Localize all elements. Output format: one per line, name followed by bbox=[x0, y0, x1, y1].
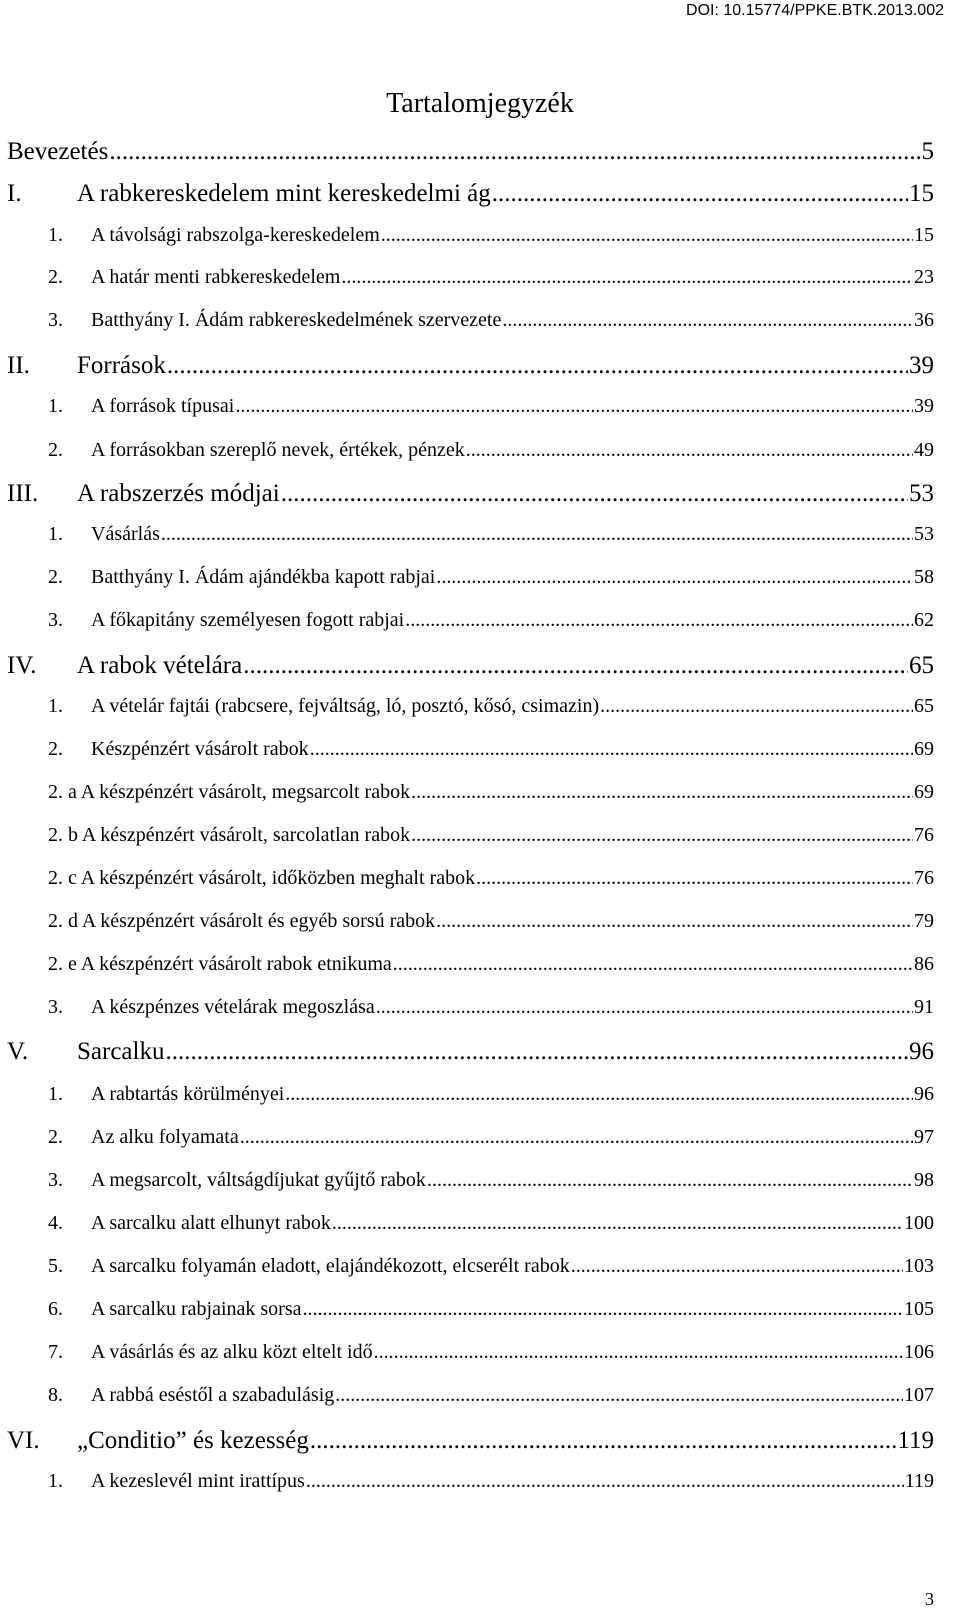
toc-entry[interactable] bbox=[0, 309, 960, 332]
toc-entry-number: 5. bbox=[48, 1255, 63, 1277]
toc-entry-page: 69 bbox=[914, 738, 934, 760]
toc-entry-label: „Conditio” és kezesség bbox=[77, 1427, 309, 1454]
toc-entry-number: 2. bbox=[48, 1126, 63, 1148]
toc-entry[interactable] bbox=[0, 781, 960, 804]
toc-leader-dots bbox=[281, 480, 908, 508]
toc-entry-page: 39 bbox=[909, 352, 934, 379]
toc-entry-page: 100 bbox=[904, 1212, 934, 1234]
toc-leader-dots bbox=[600, 695, 913, 718]
toc-entry-page: 76 bbox=[914, 867, 934, 889]
toc-leader-dots bbox=[332, 1212, 903, 1235]
toc-entry[interactable] bbox=[0, 738, 960, 761]
toc-entry-page: 15 bbox=[914, 224, 934, 246]
toc-entry-page: 23 bbox=[914, 266, 934, 288]
toc-leader-dots bbox=[405, 609, 913, 632]
toc-entry-label: Batthyány I. Ádám rabkereskedelmének szervezete bbox=[91, 309, 502, 331]
toc-entry-number: 3. bbox=[48, 609, 63, 631]
toc-entry-page: 105 bbox=[904, 1298, 934, 1320]
toc-entry-page: 119 bbox=[904, 1470, 934, 1492]
toc-entry-label: A kezeslevél mint irattípus bbox=[91, 1470, 305, 1492]
toc-leader-dots bbox=[335, 1384, 903, 1407]
toc-entry[interactable] bbox=[0, 1083, 960, 1106]
toc-entry[interactable] bbox=[0, 352, 960, 380]
toc-entry-page: 39 bbox=[914, 395, 934, 417]
toc-entry-label: A forrásokban szereplő nevek, értékek, pénzek bbox=[91, 439, 465, 461]
toc-leader-dots bbox=[161, 523, 913, 546]
toc-entry-number: 1. bbox=[48, 1470, 63, 1492]
toc-entry-label: A sarcalku folyamán eladott, elajándékozott, elcserélt rabok bbox=[91, 1255, 570, 1277]
toc-entry-label: 2. b A készpénzért vásárolt, sarcolatlan rabok bbox=[48, 824, 411, 846]
toc-entry[interactable] bbox=[0, 439, 960, 462]
toc-entry-label: 2. c A készpénzért vásárolt, időközben meghalt rabok bbox=[48, 867, 476, 889]
toc-entry-label: A határ menti rabkereskedelem bbox=[91, 266, 341, 288]
toc-entry-label: Sarcalku bbox=[77, 1038, 165, 1065]
toc-entry-page: 103 bbox=[904, 1255, 934, 1277]
toc-entry-page: 96 bbox=[914, 1083, 934, 1105]
page-number: 3 bbox=[925, 1589, 934, 1609]
toc-entry[interactable] bbox=[0, 652, 960, 680]
toc-entry-label: A rabszerzés módjai bbox=[77, 480, 280, 507]
toc-entry[interactable] bbox=[0, 1427, 960, 1455]
toc-entry-label: A sarcalku alatt elhunyt rabok bbox=[91, 1212, 331, 1234]
toc-entry-number: 1. bbox=[48, 695, 63, 717]
toc-entry-label: Készpénzért vásárolt rabok bbox=[91, 738, 309, 760]
toc-entry[interactable] bbox=[0, 910, 960, 933]
toc-leader-dots bbox=[411, 781, 913, 804]
toc-leader-dots bbox=[243, 652, 908, 680]
toc-entry-number: VI. bbox=[7, 1427, 40, 1454]
toc-leader-dots bbox=[381, 224, 913, 247]
toc-leader-dots bbox=[492, 180, 908, 208]
toc-leader-dots bbox=[436, 566, 913, 589]
toc-entry-label: Az alku folyamata bbox=[91, 1126, 239, 1148]
toc-leader-dots bbox=[341, 266, 913, 289]
toc-entry[interactable] bbox=[0, 609, 960, 632]
toc-entry-number: 3. bbox=[48, 996, 63, 1018]
toc-entry[interactable] bbox=[0, 1038, 960, 1066]
toc-leader-dots bbox=[502, 309, 913, 332]
toc-entry-label: Bevezetés bbox=[7, 138, 109, 165]
toc-entry[interactable] bbox=[0, 1212, 960, 1235]
toc-entry[interactable] bbox=[0, 480, 960, 508]
toc-entry[interactable] bbox=[0, 953, 960, 976]
page-title: Tartalomjegyzék bbox=[386, 88, 574, 119]
toc-entry[interactable] bbox=[0, 1384, 960, 1407]
toc-entry[interactable] bbox=[0, 1298, 960, 1321]
toc-entry-label: A távolsági rabszolga-kereskedelem bbox=[91, 224, 380, 246]
toc-entry-number: 4. bbox=[48, 1212, 63, 1234]
toc-leader-dots bbox=[411, 824, 913, 847]
toc-entry[interactable] bbox=[0, 1169, 960, 1192]
toc-entry-page: 58 bbox=[914, 566, 934, 588]
toc-entry-number: 2. bbox=[48, 439, 63, 461]
toc-entry[interactable] bbox=[0, 1126, 960, 1149]
toc-entry-number: 1. bbox=[48, 1083, 63, 1105]
doi-header: DOI: 10.15774/PPKE.BTK.2013.002 bbox=[686, 2, 944, 19]
toc-leader-dots bbox=[285, 1083, 913, 1106]
toc-entry[interactable] bbox=[0, 224, 960, 247]
toc-entry-label: A vételár fajtái (rabcsere, fejváltság, ló, posztó, kősó, csimazin) bbox=[91, 695, 600, 717]
toc-entry-page: 36 bbox=[914, 309, 934, 331]
toc-entry-label: A megsarcolt, váltságdíjukat gyűjtő rabok bbox=[91, 1169, 426, 1191]
toc-entry[interactable] bbox=[0, 566, 960, 589]
toc-entry[interactable] bbox=[0, 824, 960, 847]
toc-entry[interactable] bbox=[0, 523, 960, 546]
toc-entry-number: 1. bbox=[48, 224, 63, 246]
toc-leader-dots bbox=[306, 1470, 904, 1493]
toc-entry-page: 49 bbox=[914, 439, 934, 461]
toc-entry-number: 6. bbox=[48, 1298, 63, 1320]
toc-entry-page: 5 bbox=[921, 138, 934, 165]
toc-leader-dots bbox=[427, 1169, 913, 1192]
toc-entry-label: A készpénzes vételárak megoszlása bbox=[91, 996, 375, 1018]
toc-leader-dots bbox=[374, 1341, 903, 1364]
toc-entry-page: 86 bbox=[914, 953, 934, 975]
toc-entry-page: 119 bbox=[897, 1427, 934, 1454]
toc-entry[interactable] bbox=[0, 867, 960, 890]
toc-entry-number: 2. bbox=[48, 566, 63, 588]
toc-entry-number: I. bbox=[7, 180, 22, 207]
toc-leader-dots bbox=[165, 1038, 908, 1066]
toc-leader-dots bbox=[235, 395, 913, 418]
toc-leader-dots bbox=[302, 1298, 903, 1321]
toc-entry-label: A vásárlás és az alku közt eltelt idő bbox=[91, 1341, 373, 1363]
toc-entry-page: 97 bbox=[914, 1126, 934, 1148]
toc-entry-label: A főkapitány személyesen fogott rabjai bbox=[91, 609, 405, 631]
toc-leader-dots bbox=[466, 439, 913, 462]
toc-leader-dots bbox=[376, 996, 913, 1019]
toc-entry-number: 1. bbox=[48, 395, 63, 417]
toc-entry-page: 65 bbox=[909, 652, 934, 679]
toc-entry-page: 91 bbox=[914, 996, 934, 1018]
toc-entry-number: 3. bbox=[48, 1169, 63, 1191]
toc-entry-page: 15 bbox=[909, 180, 934, 207]
toc-entry[interactable] bbox=[0, 266, 960, 289]
toc-entry[interactable] bbox=[0, 1341, 960, 1364]
toc-entry-page: 96 bbox=[909, 1038, 934, 1065]
toc-leader-dots bbox=[310, 738, 913, 761]
toc-entry-page: 106 bbox=[904, 1341, 934, 1363]
toc-leader-dots bbox=[167, 352, 908, 380]
toc-entry-label: Vásárlás bbox=[91, 523, 160, 545]
toc-entry-page: 79 bbox=[914, 910, 934, 932]
toc-leader-dots bbox=[240, 1126, 913, 1149]
toc-leader-dots bbox=[109, 138, 920, 166]
toc-leader-dots bbox=[476, 867, 913, 890]
toc-entry-label: A rabkereskedelem mint kereskedelmi ág bbox=[77, 180, 491, 207]
toc-entry-number: 7. bbox=[48, 1341, 63, 1363]
toc-leader-dots bbox=[436, 910, 913, 933]
toc-entry[interactable] bbox=[0, 180, 960, 208]
toc-entry-label: A sarcalku rabjainak sorsa bbox=[91, 1298, 302, 1320]
toc-entry-number: IV. bbox=[7, 652, 37, 679]
toc-entry-number: 1. bbox=[48, 523, 63, 545]
toc-leader-dots bbox=[310, 1427, 897, 1455]
toc-entry-label: A rabok vételára bbox=[77, 652, 243, 679]
toc-entry-number: 2. bbox=[48, 266, 63, 288]
toc-entry[interactable] bbox=[0, 996, 960, 1019]
toc-entry-page: 98 bbox=[914, 1169, 934, 1191]
toc-entry-number: 2. bbox=[48, 738, 63, 760]
toc-leader-dots bbox=[571, 1255, 903, 1278]
toc-entry[interactable] bbox=[0, 695, 960, 718]
toc-entry[interactable] bbox=[0, 395, 960, 418]
toc-entry-number: III. bbox=[7, 480, 39, 507]
toc-entry-label: 2. e A készpénzért vásárolt rabok etnikuma bbox=[48, 953, 392, 975]
toc-entry-page: 107 bbox=[904, 1384, 934, 1406]
toc-entry-label: 2. d A készpénzért vásárolt és egyéb sorsú rabok bbox=[48, 910, 436, 932]
toc-entry[interactable] bbox=[0, 1470, 960, 1493]
toc-entry-label: 2. a A készpénzért vásárolt, megsarcolt rabok bbox=[48, 781, 411, 803]
toc-entry[interactable] bbox=[0, 138, 960, 166]
toc-leader-dots bbox=[393, 953, 913, 976]
toc-entry-page: 53 bbox=[909, 480, 934, 507]
toc-entry-label: A rabbá eséstől a szabadulásig bbox=[91, 1384, 335, 1406]
toc-entry-page: 53 bbox=[914, 523, 934, 545]
toc-entry-label: Batthyány I. Ádám ajándékba kapott rabjai bbox=[91, 566, 436, 588]
toc-entry-page: 65 bbox=[914, 695, 934, 717]
toc-entry-number: II. bbox=[7, 352, 30, 379]
toc-entry-page: 76 bbox=[914, 824, 934, 846]
toc-entry-number: V. bbox=[7, 1038, 29, 1065]
toc-entry-label: Források bbox=[77, 352, 166, 379]
toc-entry-label: A források típusai bbox=[91, 395, 235, 417]
toc-entry-page: 69 bbox=[914, 781, 934, 803]
toc-entry-label: A rabtartás körülményei bbox=[91, 1083, 285, 1105]
toc-entry[interactable] bbox=[0, 1255, 960, 1278]
toc-entry-page: 62 bbox=[914, 609, 934, 631]
toc-entry-number: 8. bbox=[48, 1384, 63, 1406]
toc-entry-number: 3. bbox=[48, 309, 63, 331]
